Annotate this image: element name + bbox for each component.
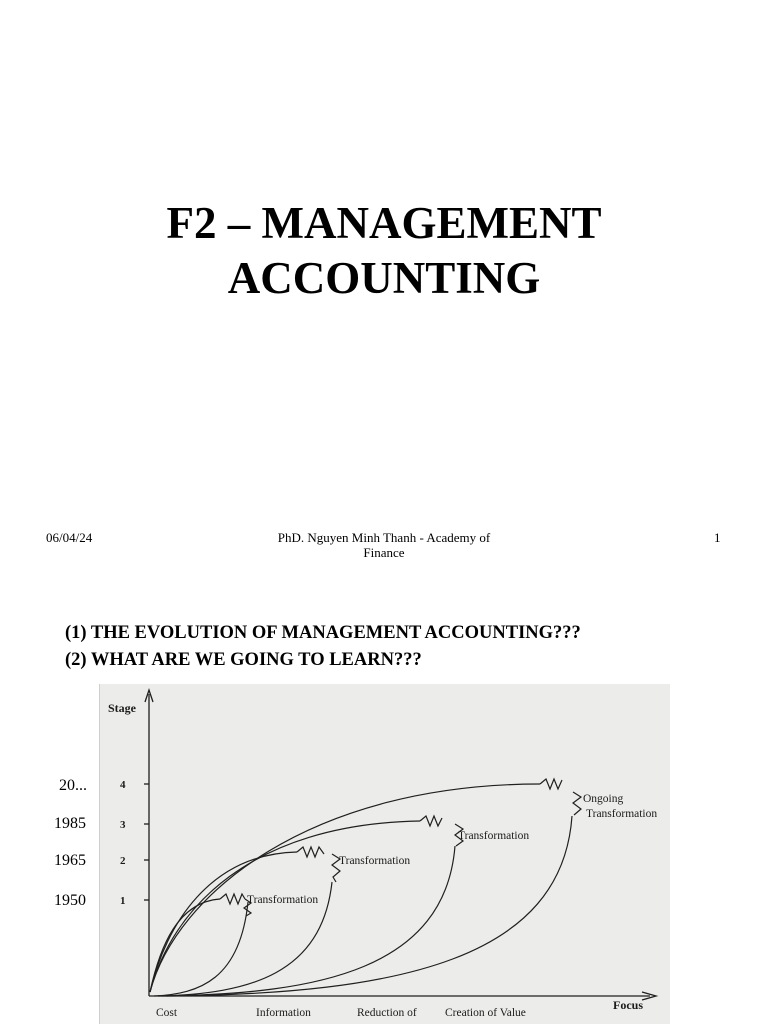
transformation-label: Transformation [247,894,319,906]
question-1: (1) THE EVOLUTION OF MANAGEMENT ACCOUNTING??? [65,623,581,643]
focus-label: Information [256,1007,311,1019]
stage-1-rise-curve [150,899,220,992]
stage-3-transformation-zigzag [420,816,442,826]
stage-4-return-curve [166,816,572,996]
side-year-label: 20... [59,777,87,794]
footer-author-line-1: PhD. Nguyen Minh Thanh - Academy of [277,530,491,545]
evolution-curves [150,779,581,996]
ongoing-transformation-label: Transformation [586,808,658,820]
footer-date: 06/04/24 [46,530,93,545]
side-year-label: 1950 [54,892,86,909]
footer-author-line-2: Finance [363,545,405,560]
question-2: (2) WHAT ARE WE GOING TO LEARN??? [65,650,422,670]
stage-3-rise-curve [150,821,420,992]
evolution-diagram-svg [100,684,670,1024]
focus-label: Creation of Value [445,1007,526,1019]
stage-axis-label: Stage [108,701,136,715]
transformation-label: Transformation [339,855,411,867]
stage-2-rise-curve [150,852,297,992]
focus-label: Cost [156,1007,178,1019]
evolution-slide [0,600,768,1024]
stage-2-transformation-zigzag [297,847,324,857]
stage-3-return-curve [162,846,455,996]
footer-author [262,530,506,560]
slide-title-line-2: ACCOUNTING [227,253,541,303]
stage-tick-label: 1 [120,895,126,907]
stage-4-rise-curve [150,784,540,992]
stage-tick-label: 4 [120,779,126,791]
stage-tick-label: 2 [120,855,126,867]
focus-axis-label: Focus [613,998,643,1012]
diagram-axes [144,690,656,1000]
side-year-label: 1965 [54,852,86,869]
transformation-label: Transformation [458,830,530,842]
footer-page-number: 1 [714,530,721,545]
slide-title-line-1: F2 – MANAGEMENT [166,198,602,248]
side-year-label: 1985 [54,815,86,832]
stage-4-transformation-coil [573,792,581,815]
focus-label: Reduction of [357,1007,417,1019]
stage-1-transformation-zigzag [220,894,245,904]
stage-tick-label: 3 [120,819,126,831]
stage-4-transformation-zigzag [540,779,562,789]
evolution-diagram [99,684,670,1024]
ongoing-transformation-label: Ongoing [583,793,624,805]
slide-title [0,196,768,306]
